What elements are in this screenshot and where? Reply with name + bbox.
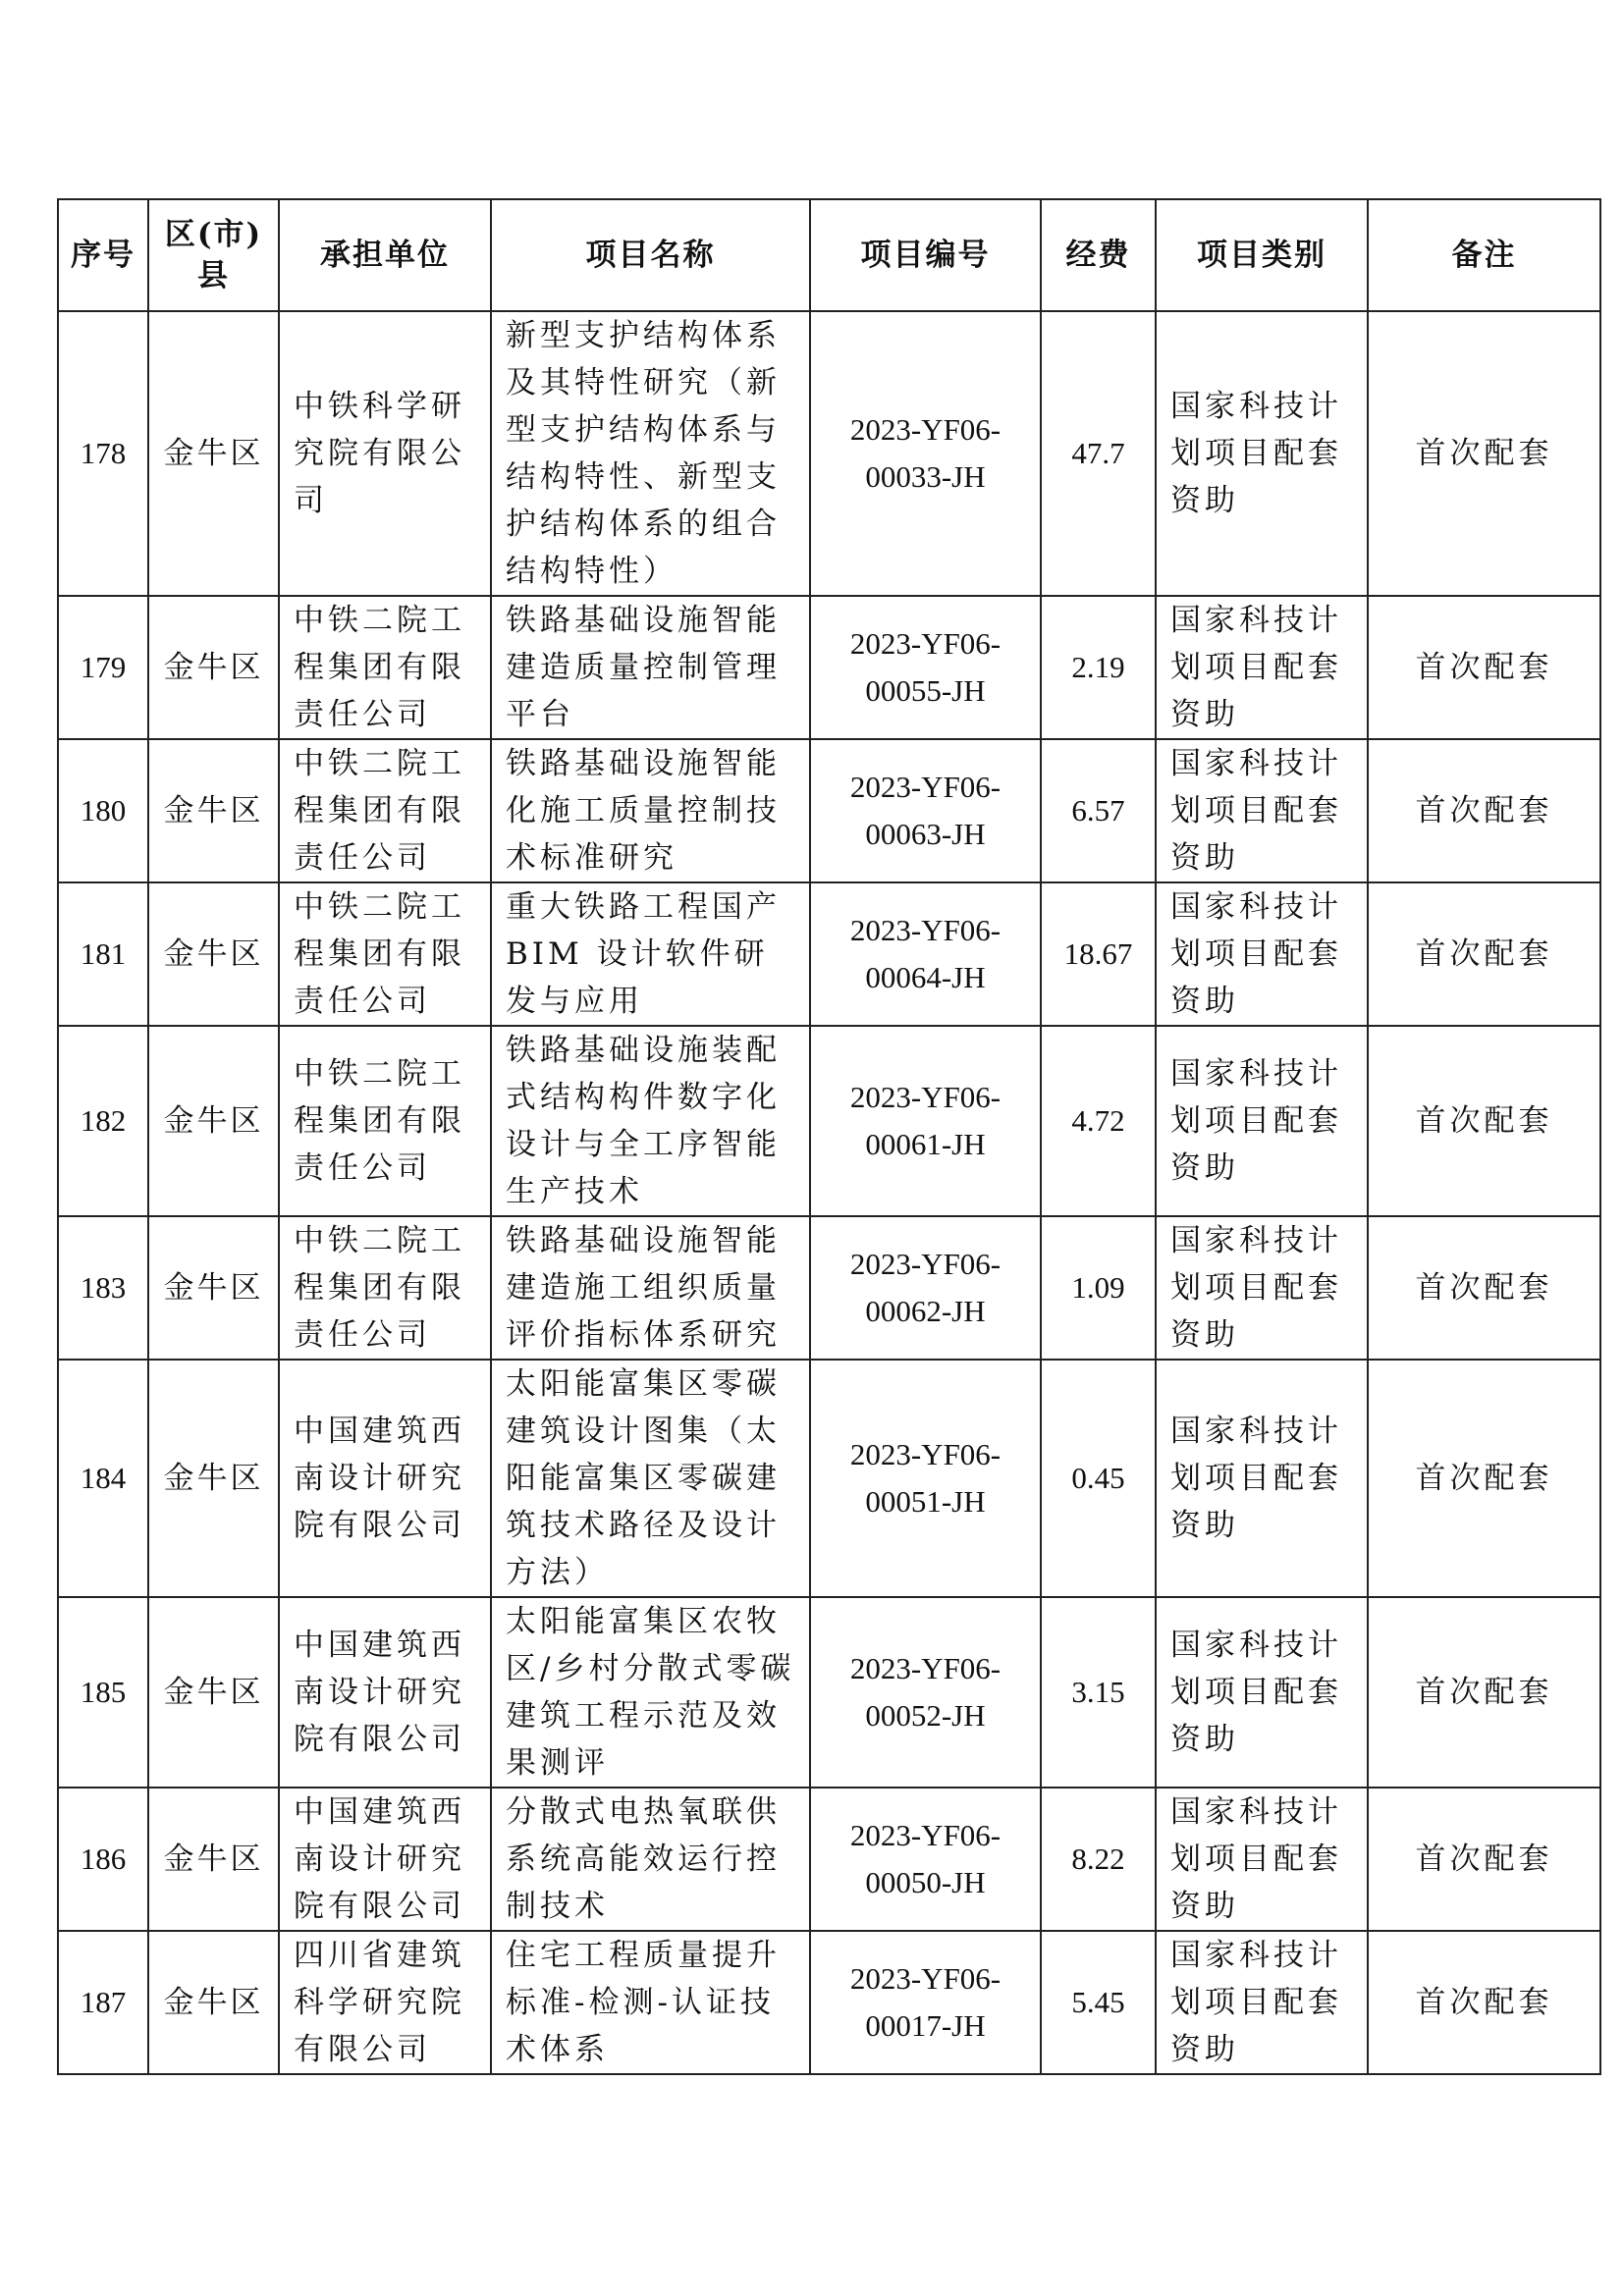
seq-cell: 186 bbox=[58, 1788, 148, 1931]
note-cell: 首次配套 bbox=[1368, 311, 1600, 596]
seq-cell: 183 bbox=[58, 1216, 148, 1360]
fund-cell: 47.7 bbox=[1041, 311, 1156, 596]
unit-cell: 中铁二院工程集团有限责任公司 bbox=[279, 882, 491, 1026]
category-cell: 国家科技计划项目配套资助 bbox=[1156, 739, 1368, 882]
unit-cell: 中铁二院工程集团有限责任公司 bbox=[279, 596, 491, 739]
district-cell: 金牛区 bbox=[148, 1216, 279, 1360]
table-row bbox=[58, 1931, 1600, 2074]
table-row bbox=[58, 1788, 1600, 1931]
seq-cell: 179 bbox=[58, 596, 148, 739]
note-cell: 首次配套 bbox=[1368, 1360, 1600, 1597]
project-code-cell: 2023-YF06-00051-JH bbox=[810, 1360, 1041, 1597]
district-cell: 金牛区 bbox=[148, 1026, 279, 1216]
note-cell: 首次配套 bbox=[1368, 1788, 1600, 1931]
district-cell: 金牛区 bbox=[148, 1788, 279, 1931]
project-name-cell: 铁路基础设施智能建造质量控制管理平台 bbox=[491, 596, 810, 739]
unit-cell: 中铁二院工程集团有限责任公司 bbox=[279, 1026, 491, 1216]
fund-cell: 2.19 bbox=[1041, 596, 1156, 739]
header-category: 项目类别 bbox=[1156, 199, 1368, 311]
unit-cell: 四川省建筑科学研究院有限公司 bbox=[279, 1931, 491, 2074]
category-cell: 国家科技计划项目配套资助 bbox=[1156, 1788, 1368, 1931]
table-header-row bbox=[58, 199, 1600, 311]
header-unit: 承担单位 bbox=[279, 199, 491, 311]
category-cell: 国家科技计划项目配套资助 bbox=[1156, 1216, 1368, 1360]
district-cell: 金牛区 bbox=[148, 739, 279, 882]
category-cell: 国家科技计划项目配套资助 bbox=[1156, 1360, 1368, 1597]
table-row bbox=[58, 596, 1600, 739]
category-cell: 国家科技计划项目配套资助 bbox=[1156, 596, 1368, 739]
seq-cell: 181 bbox=[58, 882, 148, 1026]
header-district: 区(市)县 bbox=[148, 199, 279, 311]
project-code-cell: 2023-YF06-00061-JH bbox=[810, 1026, 1041, 1216]
project-code-cell: 2023-YF06-00055-JH bbox=[810, 596, 1041, 739]
seq-cell: 180 bbox=[58, 739, 148, 882]
unit-cell: 中铁科学研究院有限公司 bbox=[279, 311, 491, 596]
table-row bbox=[58, 1360, 1600, 1597]
seq-cell: 182 bbox=[58, 1026, 148, 1216]
project-name-cell: 铁路基础设施智能建造施工组织质量评价指标体系研究 bbox=[491, 1216, 810, 1360]
fund-cell: 4.72 bbox=[1041, 1026, 1156, 1216]
category-cell: 国家科技计划项目配套资助 bbox=[1156, 882, 1368, 1026]
project-name-cell: 住宅工程质量提升标准-检测-认证技术体系 bbox=[491, 1931, 810, 2074]
project-name-cell: 新型支护结构体系及其特性研究（新型支护结构体系与结构特性、新型支护结构体系的组合结构特性） bbox=[491, 311, 810, 596]
table-row bbox=[58, 1026, 1600, 1216]
fund-cell: 5.45 bbox=[1041, 1931, 1156, 2074]
header-project-code: 项目编号 bbox=[810, 199, 1041, 311]
fund-cell: 0.45 bbox=[1041, 1360, 1156, 1597]
unit-cell: 中国建筑西南设计研究院有限公司 bbox=[279, 1788, 491, 1931]
note-cell: 首次配套 bbox=[1368, 1216, 1600, 1360]
project-name-cell: 重大铁路工程国产BIM 设计软件研发与应用 bbox=[491, 882, 810, 1026]
category-cell: 国家科技计划项目配套资助 bbox=[1156, 311, 1368, 596]
project-code-cell: 2023-YF06-00063-JH bbox=[810, 739, 1041, 882]
district-cell: 金牛区 bbox=[148, 1597, 279, 1788]
unit-cell: 中国建筑西南设计研究院有限公司 bbox=[279, 1360, 491, 1597]
project-name-cell: 铁路基础设施智能化施工质量控制技术标准研究 bbox=[491, 739, 810, 882]
note-cell: 首次配套 bbox=[1368, 882, 1600, 1026]
fund-cell: 3.15 bbox=[1041, 1597, 1156, 1788]
table-row bbox=[58, 1216, 1600, 1360]
unit-cell: 中铁二院工程集团有限责任公司 bbox=[279, 739, 491, 882]
header-project-name: 项目名称 bbox=[491, 199, 810, 311]
district-cell: 金牛区 bbox=[148, 1360, 279, 1597]
header-fund: 经费 bbox=[1041, 199, 1156, 311]
project-name-cell: 太阳能富集区农牧区/乡村分散式零碳建筑工程示范及效果测评 bbox=[491, 1597, 810, 1788]
project-name-cell: 分散式电热氧联供系统高能效运行控制技术 bbox=[491, 1788, 810, 1931]
project-name-cell: 太阳能富集区零碳建筑设计图集（太阳能富集区零碳建筑技术路径及设计方法） bbox=[491, 1360, 810, 1597]
table-row bbox=[58, 882, 1600, 1026]
project-code-cell: 2023-YF06-00062-JH bbox=[810, 1216, 1041, 1360]
fund-cell: 6.57 bbox=[1041, 739, 1156, 882]
note-cell: 首次配套 bbox=[1368, 1597, 1600, 1788]
district-cell: 金牛区 bbox=[148, 596, 279, 739]
unit-cell: 中国建筑西南设计研究院有限公司 bbox=[279, 1597, 491, 1788]
district-cell: 金牛区 bbox=[148, 882, 279, 1026]
table-row bbox=[58, 311, 1600, 596]
project-code-cell: 2023-YF06-00050-JH bbox=[810, 1788, 1041, 1931]
fund-cell: 18.67 bbox=[1041, 882, 1156, 1026]
note-cell: 首次配套 bbox=[1368, 1026, 1600, 1216]
seq-cell: 178 bbox=[58, 311, 148, 596]
note-cell: 首次配套 bbox=[1368, 1931, 1600, 2074]
category-cell: 国家科技计划项目配套资助 bbox=[1156, 1597, 1368, 1788]
category-cell: 国家科技计划项目配套资助 bbox=[1156, 1026, 1368, 1216]
project-code-cell: 2023-YF06-00052-JH bbox=[810, 1597, 1041, 1788]
header-note: 备注 bbox=[1368, 199, 1600, 311]
funding-table bbox=[57, 198, 1601, 2075]
seq-cell: 187 bbox=[58, 1931, 148, 2074]
header-seq: 序号 bbox=[58, 199, 148, 311]
project-code-cell: 2023-YF06-00064-JH bbox=[810, 882, 1041, 1026]
fund-cell: 1.09 bbox=[1041, 1216, 1156, 1360]
note-cell: 首次配套 bbox=[1368, 739, 1600, 882]
project-code-cell: 2023-YF06-00033-JH bbox=[810, 311, 1041, 596]
table-row bbox=[58, 739, 1600, 882]
project-name-cell: 铁路基础设施装配式结构构件数字化设计与全工序智能生产技术 bbox=[491, 1026, 810, 1216]
district-cell: 金牛区 bbox=[148, 311, 279, 596]
district-cell: 金牛区 bbox=[148, 1931, 279, 2074]
note-cell: 首次配套 bbox=[1368, 596, 1600, 739]
table-row bbox=[58, 1597, 1600, 1788]
seq-cell: 184 bbox=[58, 1360, 148, 1597]
seq-cell: 185 bbox=[58, 1597, 148, 1788]
unit-cell: 中铁二院工程集团有限责任公司 bbox=[279, 1216, 491, 1360]
project-code-cell: 2023-YF06-00017-JH bbox=[810, 1931, 1041, 2074]
fund-cell: 8.22 bbox=[1041, 1788, 1156, 1931]
category-cell: 国家科技计划项目配套资助 bbox=[1156, 1931, 1368, 2074]
